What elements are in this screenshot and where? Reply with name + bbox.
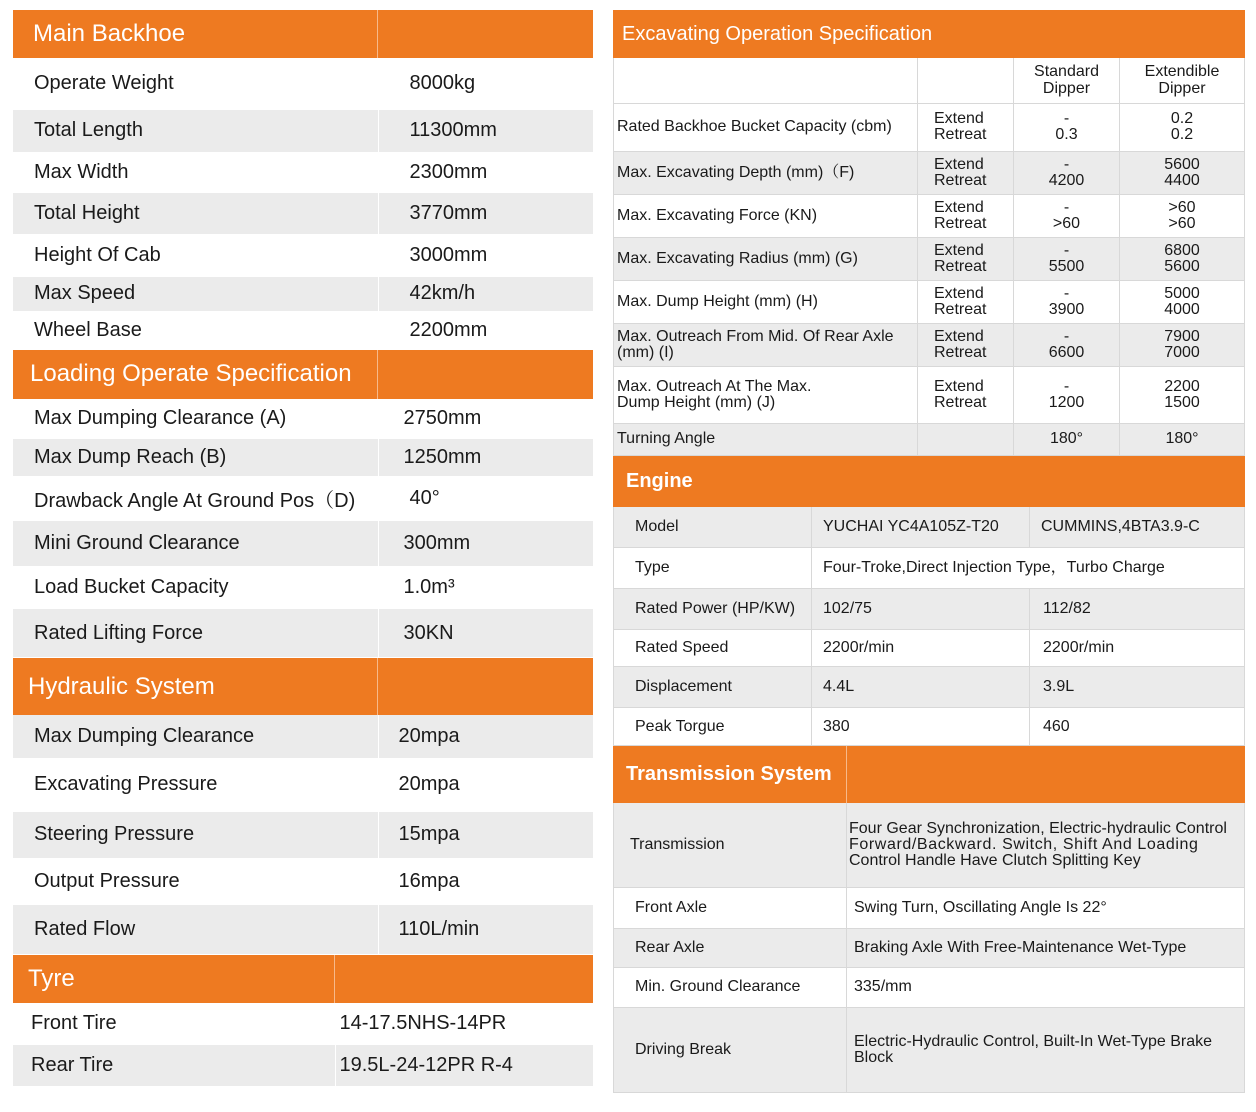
spec-label: Load Bucket Capacity: [13, 567, 378, 609]
table-row: [13, 192, 593, 234]
table-row: [13, 609, 593, 658]
section-title: Transmission System: [626, 763, 832, 785]
table-row: [614, 708, 1245, 746]
table-row: [614, 1007, 1245, 1092]
table-row: [614, 280, 1245, 323]
standard-dipper-header: Standard Dipper: [1014, 58, 1120, 103]
table-row: [614, 423, 1245, 455]
table-row: [614, 548, 1245, 589]
spec-value: 4.4L: [812, 667, 1030, 708]
standard-value: - 3900: [1014, 280, 1120, 323]
extendible-value: >60 >60: [1120, 194, 1245, 237]
left-spec-panel: [13, 10, 593, 1087]
table-row: [614, 103, 1245, 151]
hydraulic-system-header: [13, 658, 593, 715]
mode-cell: [918, 423, 1014, 455]
spec-value: 19.5L-24-12PR R-4: [335, 1045, 593, 1087]
header-divider: [377, 658, 378, 715]
table-row: [13, 234, 593, 276]
standard-value: - >60: [1014, 194, 1120, 237]
mode-cell: Extend Retreat: [918, 103, 1014, 151]
section-title: Tyre: [28, 964, 75, 992]
spec-label: Wheel Base: [13, 311, 378, 349]
table-row: [13, 904, 593, 954]
section-title: Engine: [626, 469, 693, 492]
spec-value: 2200mm: [378, 311, 593, 349]
table-row: [614, 237, 1245, 280]
table-row: [13, 58, 593, 109]
spec-value: 3000mm: [378, 234, 593, 276]
spec-value: 3770mm: [378, 192, 593, 234]
extendible-value: 5600 4400: [1120, 151, 1245, 194]
table-row: [13, 521, 593, 567]
spec-value: 460: [1030, 708, 1245, 746]
spec-label: Rated Speed: [614, 630, 812, 667]
header-divider: [846, 746, 847, 803]
spec-value: 8000kg: [378, 58, 593, 109]
param-label: Max. Excavating Depth (mm)（F): [614, 151, 918, 194]
standard-value: - 4200: [1014, 151, 1120, 194]
spec-label: Rear Tire: [13, 1045, 335, 1087]
table-row: [13, 109, 593, 152]
spec-label: Output Pressure: [13, 858, 378, 904]
hydraulic-system-table: [13, 715, 593, 955]
spec-label: Min. Ground Clearance: [614, 967, 847, 1007]
spec-label: Excavating Pressure: [13, 758, 378, 811]
table-row: [13, 311, 593, 349]
engine-header: [613, 456, 1245, 507]
table-row: [614, 366, 1245, 423]
transmission-system-table: [613, 803, 1245, 1093]
table-header-row: [614, 58, 1245, 103]
standard-value: 180°: [1014, 423, 1120, 455]
section-title: Main Backhoe: [33, 20, 186, 47]
mode-cell: Extend Retreat: [918, 366, 1014, 423]
spec-label: Max Dump Reach (B): [13, 439, 378, 477]
spec-value: 2200r/min: [1030, 630, 1245, 667]
mode-cell: Extend Retreat: [918, 194, 1014, 237]
spec-value: 15mpa: [378, 811, 593, 858]
param-label: Max. Excavating Radius (mm) (G): [614, 237, 918, 280]
spec-value: 300mm: [378, 521, 593, 567]
spec-label: Transmission: [614, 803, 847, 887]
spec-value: 102/75: [812, 589, 1030, 630]
spec-value: 112/82: [1030, 589, 1245, 630]
loading-spec-header: [13, 350, 593, 399]
spec-value: Electric-Hydraulic Control, Built-In Wet-Type Brake Block: [847, 1007, 1245, 1092]
table-row: [614, 967, 1245, 1007]
extendible-value: 180°: [1120, 423, 1245, 455]
spec-value: Four Gear Synchronization, Electric-hydraulic Control Forward/Backward. Switch, Shift And Loading Control Handle Have Clutch Splitting Key: [847, 803, 1245, 887]
spec-label: Model: [614, 507, 812, 548]
main-backhoe-table: [13, 58, 593, 350]
table-row: [614, 803, 1245, 887]
table-row: [13, 439, 593, 477]
table-row: [614, 630, 1245, 667]
standard-value: - 5500: [1014, 237, 1120, 280]
tyre-table: [13, 1003, 593, 1088]
spec-value: YUCHAI YC4A105Z-T20: [812, 507, 1030, 548]
spec-value: 11300mm: [378, 109, 593, 152]
spec-value: 380: [812, 708, 1030, 746]
spec-value: 30KN: [378, 609, 593, 658]
standard-value: - 1200: [1014, 366, 1120, 423]
spec-value: 16mpa: [378, 858, 593, 904]
spec-label: Height Of Cab: [13, 234, 378, 276]
engine-table: [613, 507, 1245, 747]
table-row: [614, 323, 1245, 366]
tyre-header: [13, 955, 593, 1003]
spec-value: 1250mm: [378, 439, 593, 477]
spec-label: Type: [614, 548, 812, 589]
spec-label: Peak Torgue: [614, 708, 812, 746]
spec-label: Total Height: [13, 192, 378, 234]
section-title: Loading Operate Specification: [30, 360, 352, 387]
spec-value: CUMMINS,4BTA3.9-C: [1030, 507, 1245, 548]
table-row: [13, 715, 593, 758]
section-title: Excavating Operation Specification: [622, 22, 933, 45]
spec-value: 3.9L: [1030, 667, 1245, 708]
mode-cell: Extend Retreat: [918, 323, 1014, 366]
spec-label: Front Axle: [614, 887, 847, 928]
spec-label: Max Dumping Clearance: [13, 715, 378, 758]
spec-value: 20mpa: [378, 715, 593, 758]
spec-value: 2300mm: [378, 152, 593, 192]
table-row: [614, 667, 1245, 708]
excavating-spec-table: [613, 58, 1245, 456]
param-label: Max. Outreach At The Max. Dump Height (mm) (J): [614, 366, 918, 423]
standard-value: - 0.3: [1014, 103, 1120, 151]
right-spec-panel: [613, 10, 1245, 1093]
table-row: [13, 477, 593, 521]
spec-value: Four-Troke,Direct Injection Type，Turbo Charge: [812, 548, 1245, 589]
spec-value: 20mpa: [378, 758, 593, 811]
spec-label: Max Dumping Clearance (A): [13, 399, 378, 439]
spec-label: Driving Break: [614, 1007, 847, 1092]
param-label: Rated Backhoe Bucket Capacity (cbm): [614, 103, 918, 151]
param-label: Turning Angle: [614, 423, 918, 455]
extendible-value: 6800 5600: [1120, 237, 1245, 280]
mode-cell: Extend Retreat: [918, 237, 1014, 280]
table-row: [614, 928, 1245, 967]
spec-label: Max Speed: [13, 276, 378, 311]
spec-label: Rated Power (HP/KW): [614, 589, 812, 630]
standard-value: - 6600: [1014, 323, 1120, 366]
table-row: [13, 1003, 593, 1045]
spec-value: 110L/min: [378, 904, 593, 954]
transmission-system-header: [613, 746, 1245, 803]
loading-spec-table: [13, 399, 593, 659]
spec-value: Braking Axle With Free-Maintenance Wet-Type: [847, 928, 1245, 967]
spec-value: 40°: [378, 477, 593, 521]
spec-label: Operate Weight: [13, 58, 378, 109]
spec-label: Steering Pressure: [13, 811, 378, 858]
param-header-cell: [614, 58, 918, 103]
table-row: [13, 152, 593, 192]
table-row: [13, 858, 593, 904]
table-row: [13, 758, 593, 811]
table-row: [614, 507, 1245, 548]
spec-label: Drawback Angle At Ground Pos（D): [13, 477, 378, 521]
header-divider: [377, 10, 378, 58]
mode-header-cell: [918, 58, 1014, 103]
header-divider: [377, 350, 378, 399]
table-row: [614, 151, 1245, 194]
spec-label: Max Width: [13, 152, 378, 192]
param-label: Max. Outreach From Mid. Of Rear Axle (mm) (I): [614, 323, 918, 366]
spec-value: 42km/h: [378, 276, 593, 311]
main-backhoe-header: [13, 10, 593, 58]
spec-value: 14-17.5NHS-14PR: [335, 1003, 593, 1045]
header-divider: [334, 955, 335, 1003]
spec-label: Rated Flow: [13, 904, 378, 954]
param-label: Max. Excavating Force (KN): [614, 194, 918, 237]
excavating-spec-header: [613, 10, 1245, 58]
extendible-dipper-header: Extendible Dipper: [1120, 58, 1245, 103]
table-row: [13, 567, 593, 609]
param-label: Max. Dump Height (mm) (H): [614, 280, 918, 323]
section-title: Hydraulic System: [28, 672, 215, 700]
table-row: [13, 1045, 593, 1087]
table-row: [614, 589, 1245, 630]
spec-value: 2750mm: [378, 399, 593, 439]
mode-cell: Extend Retreat: [918, 280, 1014, 323]
spec-value: 2200r/min: [812, 630, 1030, 667]
spec-value: 335/mm: [847, 967, 1245, 1007]
spec-label: Rear Axle: [614, 928, 847, 967]
spec-label: Rated Lifting Force: [13, 609, 378, 658]
spec-label: Front Tire: [13, 1003, 335, 1045]
spec-value: Swing Turn, Oscillating Angle Is 22°: [847, 887, 1245, 928]
spec-label: Total Length: [13, 109, 378, 152]
table-row: [13, 811, 593, 858]
extendible-value: 0.2 0.2: [1120, 103, 1245, 151]
table-row: [614, 194, 1245, 237]
table-row: [13, 276, 593, 311]
table-row: [13, 399, 593, 439]
table-row: [614, 887, 1245, 928]
extendible-value: 7900 7000: [1120, 323, 1245, 366]
spec-label: Displacement: [614, 667, 812, 708]
extendible-value: 5000 4000: [1120, 280, 1245, 323]
spec-label: Mini Ground Clearance: [13, 521, 378, 567]
spec-value: 1.0m³: [378, 567, 593, 609]
mode-cell: Extend Retreat: [918, 151, 1014, 194]
extendible-value: 2200 1500: [1120, 366, 1245, 423]
